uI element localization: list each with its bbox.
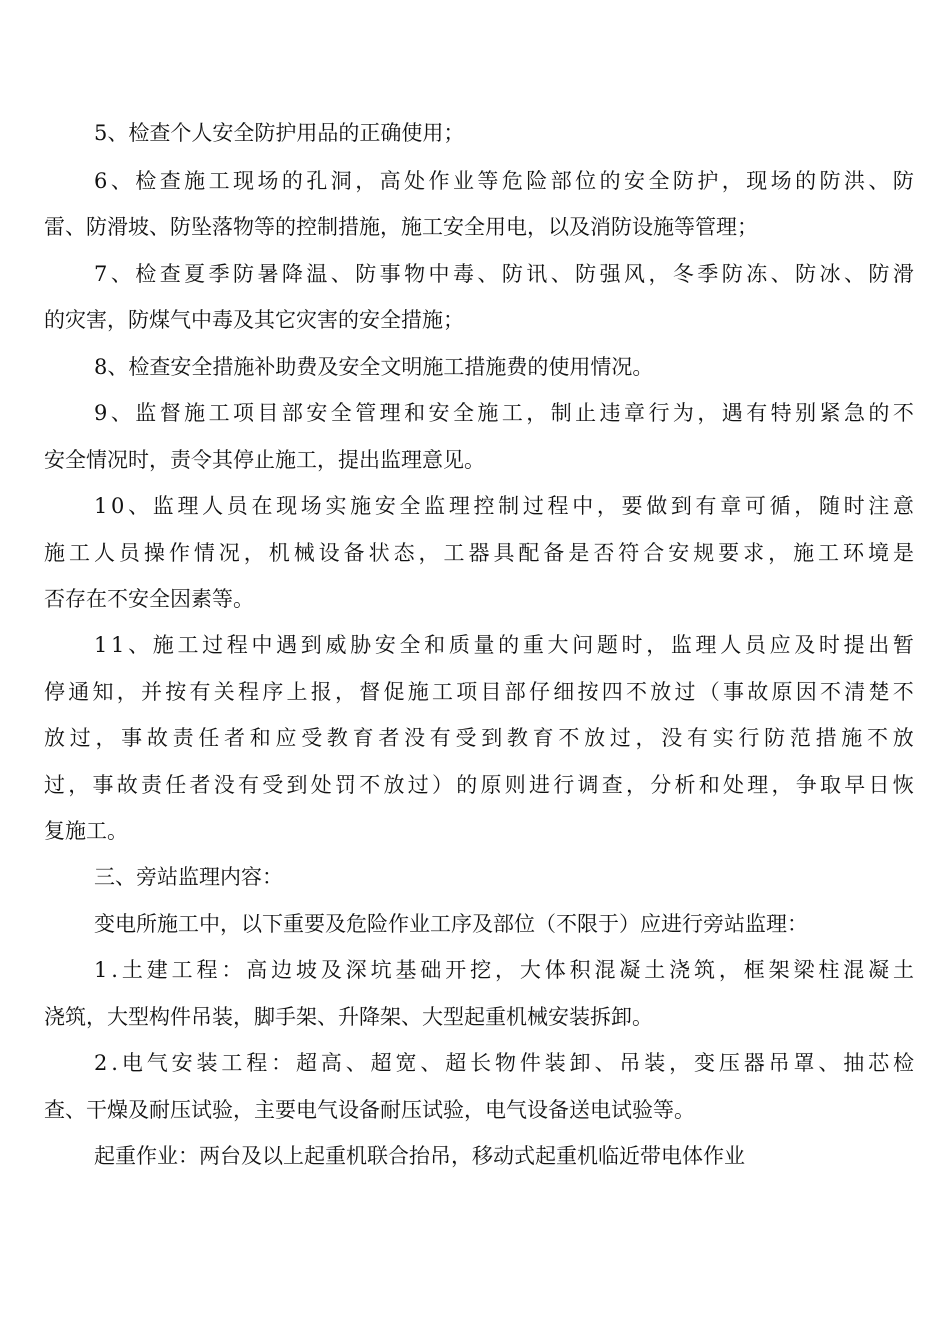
text-line-10-cont1: 施 工 人 员 操 作 情 况 ， 机 械 设 备 状 态 ， 工 器 具 配 备 是 否 符 合 安 规 要 求 ， 施 工 环 境 是	[44, 541, 914, 565]
text-line-11-cont3: 过 ， 事 故 责 任 者 没 有 受 到 处 罚 不 放 过 ） 的 原 则 进 行 调 查 ， 分 析 和 处 理 ， 争 取 早 日 恢	[44, 773, 914, 797]
text-line-11-cont2: 放 过 ， 事 故 责 任 者 和 应 受 教 育 者 没 有 受 到 教 育 不 放 过 ， 没 有 实 行 防 范 措 施 不 放	[44, 726, 914, 750]
text-line-electrical-cont: 查、干燥及耐压试验，主要电气设备耐压试验，电气设备送电试验等。	[44, 1098, 695, 1122]
text-line-civil-cont: 浇筑，大型构件吊装，脚手架、升降架、大型起重机械安装拆卸。	[44, 1005, 653, 1029]
text-line-5-intro: 5、检查个人安全防护用品的正确使用；	[94, 121, 465, 145]
text-line-6-first: 6 、 检 查 施 工 现 场 的 孔 洞 ， 高 处 作 业 等 危 险 部 位 的 安 全 防 护 ， 现 场 的 防 洪 、 防	[94, 169, 914, 193]
text-line-11-cont1: 停 通 知 ， 并 按 有 关 程 序 上 报 ， 督 促 施 工 项 目 部 仔 细 按 四 不 放 过 （ 事 故 原 因 不 清 楚 不	[44, 680, 914, 704]
text-line-9-first: 9 、 监 督 施 工 项 目 部 安 全 管 理 和 安 全 施 工 ， 制 止 违 章 行 为 ， 遇 有 特 别 紧 急 的 不	[94, 401, 914, 425]
text-line-11-cont4: 复施工。	[44, 819, 128, 843]
text-line-7-first: 7 、 检 查 夏 季 防 暑 降 温 、 防 事 物 中 毒 、 防 讯 、 防 强 风 ， 冬 季 防 冻 、 防 冰 、 防 滑	[94, 262, 914, 286]
section-heading-3: 三、旁站监理内容：	[94, 865, 283, 889]
text-line-8: 8、检查安全措施补助费及安全文明施工措施费的使用情况。	[94, 355, 654, 379]
text-line-10-first: 1 0 、 监 理 人 员 在 现 场 实 施 安 全 监 理 控 制 过 程 中 ， 要 做 到 有 章 可 循 ， 随 时 注 意	[94, 494, 914, 518]
text-line-11-first: 1 1 、 施 工 过 程 中 遇 到 威 胁 安 全 和 质 量 的 重 大 问 题 时 ， 监 理 人 员 应 及 时 提 出 暂	[94, 633, 914, 657]
text-line-10-cont2: 否存在不安全因素等。	[44, 587, 254, 611]
text-line-6-cont: 雷、防滑坡、防坠落物等的控制措施，施工安全用电，以及消防设施等管理；	[44, 215, 758, 239]
text-line-substation-intro: 变电所施工中，以下重要及危险作业工序及部位（不限于）应进行旁站监理：	[94, 912, 808, 936]
text-line-9-cont: 安全情况时，责令其停止施工，提出监理意见。	[44, 448, 485, 472]
text-line-electrical-first: 2 . 电 气 安 装 工 程 ： 超 高 、 超 宽 、 超 长 物 件 装 卸 、 吊 装 ， 变 压 器 吊 罩 、 抽 芯 检	[94, 1051, 914, 1075]
text-line-7-cont: 的灾害，防煤气中毒及其它灾害的安全措施；	[44, 308, 464, 332]
text-line-lifting: 起重作业：两台及以上起重机联合抬吊，移动式起重机临近带电体作业	[94, 1144, 745, 1168]
text-line-civil-first: 1 . 土 建 工 程 ： 高 边 坡 及 深 坑 基 础 开 挖 ， 大 体 积 混 凝 土 浇 筑 ， 框 架 梁 柱 混 凝 土	[94, 958, 914, 982]
